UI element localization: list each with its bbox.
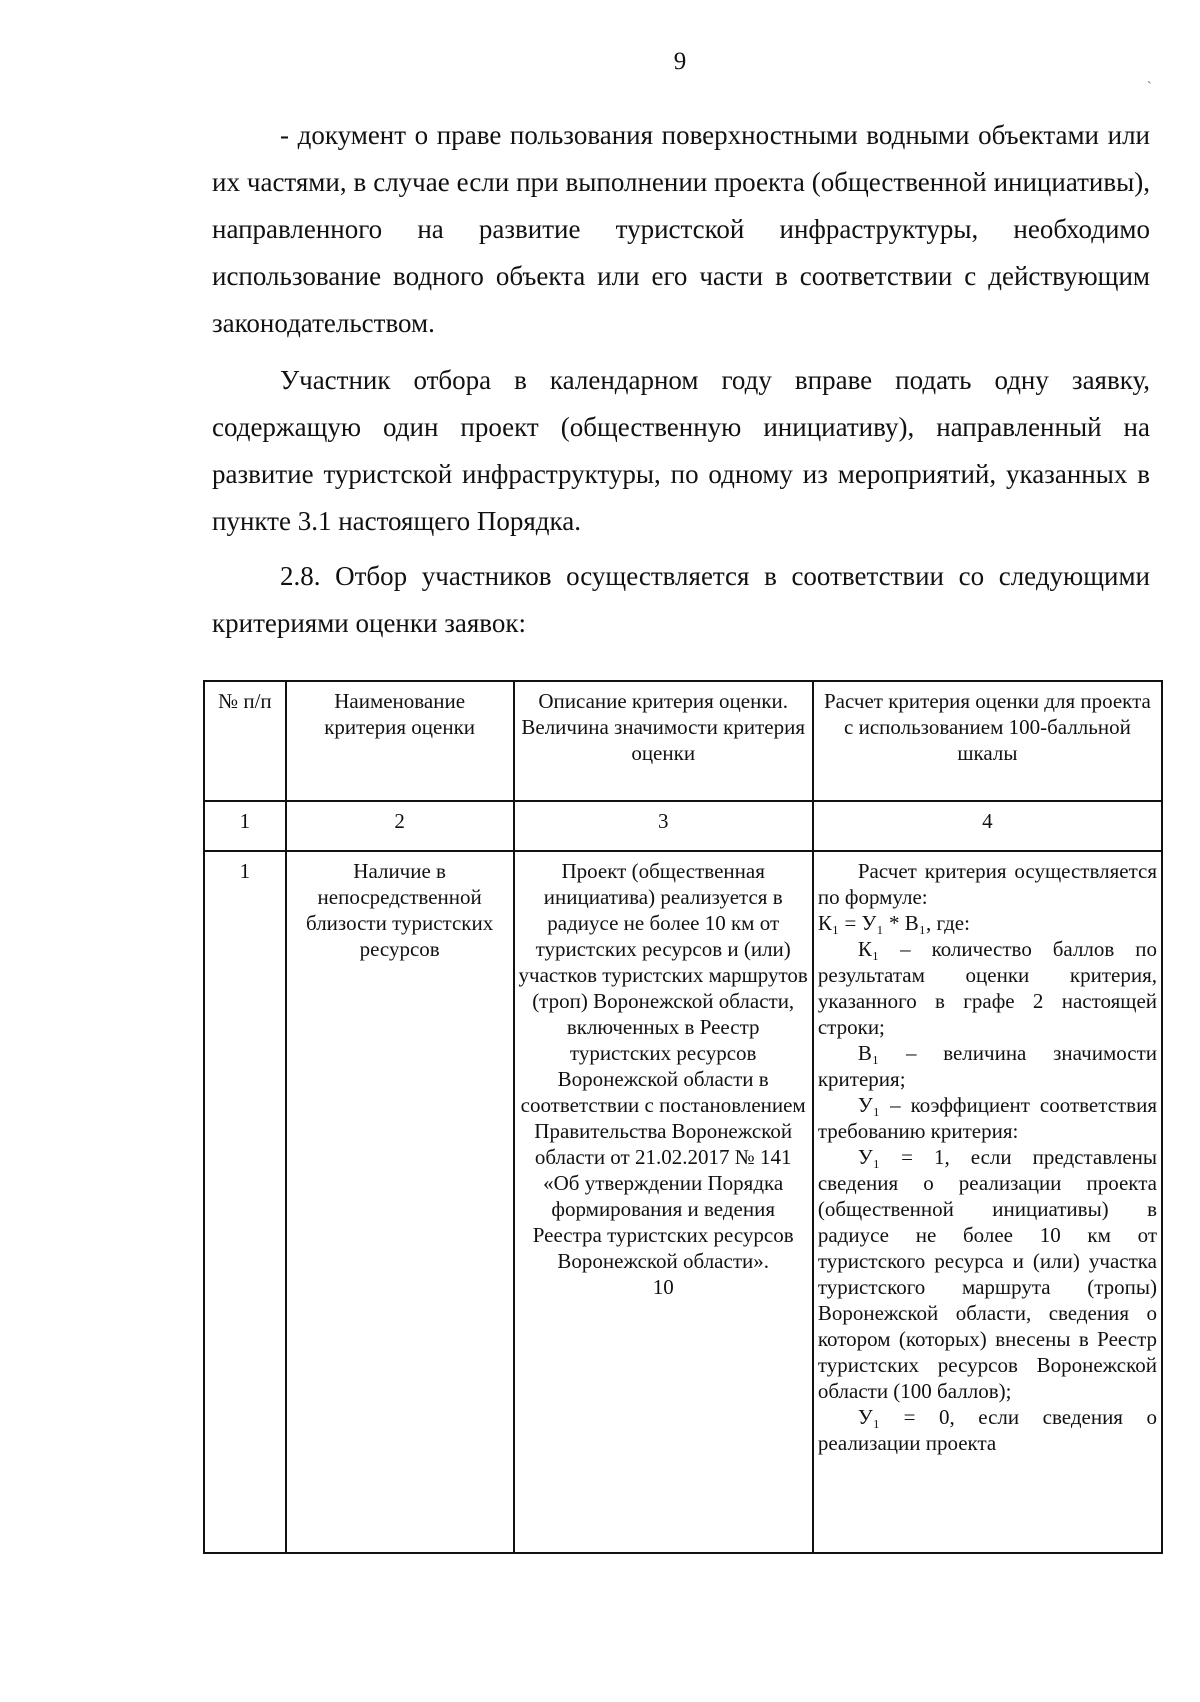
calc-line: В₁ – величина значимости критерия; <box>817 1041 1157 1091</box>
paragraph-text: Участник отбора в календарном году вправе подать одну заявку, содержащую один проект (общественную инициативу), направленный на развитие туристской инфраструктуры, по одному из мероприятий, указанных в пункте 3.1 настоящего Порядка. <box>212 365 1150 536</box>
paragraph-selection-criteria <box>212 553 1150 647</box>
calc-line: К₁ – количество баллов по результатам оценки критерия, указанного в графе 2 настоящей строки; <box>817 937 1157 1039</box>
page-number: 9 <box>673 48 687 75</box>
column-number: 4 <box>813 801 1162 851</box>
description-text: Проект (общественная инициатива) реализуется в радиусе не более 10 км от туристских ресурсов и (или) участков туристских маршрутов (троп) Воронежской области, включенных в Реестр туристских ресурсов Воронежской области в соответствии с постановлением Правительства Воронежской области от 21.02.2017 № 141 «Об утверждении Порядка формирования и ведения Реестра туристских ресурсов Воронежской области». <box>518 859 808 1273</box>
paragraph-one-application <box>212 357 1150 545</box>
calc-line: Расчет критерия осуществляется по формуле: <box>817 859 1157 909</box>
criterion-calculation <box>813 851 1162 1553</box>
header-criterion-description: Описание критерия оценки. Величина значимости критерия оценки <box>514 681 813 801</box>
criterion-weight: 10 <box>652 1275 674 1299</box>
header-criterion-calculation: Расчет критерия оценки для проекта с использованием 100-балльной шкалы <box>813 681 1162 801</box>
column-number: 3 <box>514 801 813 851</box>
paragraph-water-document <box>212 112 1150 347</box>
header-criterion-name: Наименование критерия оценки <box>286 681 514 801</box>
row-number: 1 <box>204 851 286 1553</box>
column-number: 2 <box>286 801 514 851</box>
table-column-numbers-row <box>204 801 1162 851</box>
paragraph-text: 2.8. Отбор участников осуществляется в соответствии со следующими критериями оценки заявок: <box>212 561 1150 638</box>
table-header-row <box>204 681 1162 801</box>
criteria-table <box>203 680 1163 1554</box>
table-row <box>204 851 1162 1553</box>
calc-formula: К₁ = У₁ * В₁, где: <box>817 911 970 935</box>
paragraph-text: - документ о праве пользования поверхностными водными объектами или их частями, в случае если при выполнении проекта (общественной инициативы), направленного на развитие туристской инфраструктуры, необходимо использование водного объекта или его части в соответствии с действующим законодательством. <box>212 120 1150 338</box>
criterion-description <box>514 851 813 1553</box>
calc-line: У₁ – коэффициент соответствия требованию критерия: <box>817 1093 1157 1143</box>
header-number: № п/п <box>204 681 286 801</box>
criterion-name: Наличие в непосредственной близости туристских ресурсов <box>286 851 514 1553</box>
calc-line: У₁ = 1, если представлены сведения о реализации проекта (общественной инициативы) в радиусе не более 10 км от туристского ресурса и (или) участка туристского маршрута (тропы) Воронежской области, сведения о котором (которых) внесены в Реестр туристских ресурсов Воронежской области (100 баллов); <box>817 1145 1157 1403</box>
scan-mark: ` <box>1147 80 1152 95</box>
column-number: 1 <box>204 801 286 851</box>
calc-line: У₁ = 0, если сведения о реализации проекта <box>817 1405 1157 1455</box>
